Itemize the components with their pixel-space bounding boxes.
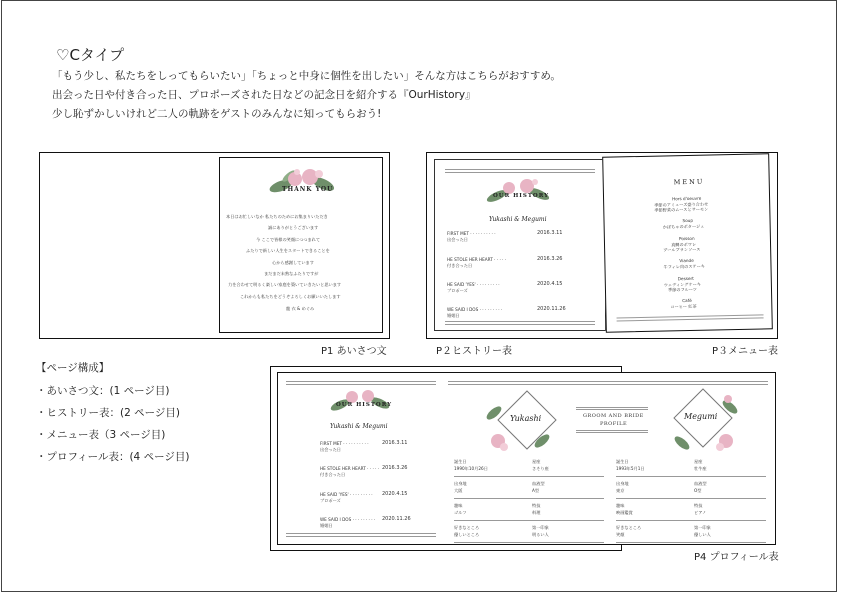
p1-line: 誠にありがとうございます xyxy=(268,225,319,230)
p2-title: OUR HISTORY xyxy=(493,193,550,199)
p4-entry-jp: 付き合った日 xyxy=(320,472,346,477)
p2-entry-en: HE STOLE HER HEART · · · · · xyxy=(447,257,507,262)
bride-name: Megumi xyxy=(684,412,718,421)
p2-entry-jp: 婚姻日 xyxy=(447,313,460,318)
p2-entry-date: 2020.4.15 xyxy=(537,281,563,287)
profile-label: 第一印象 xyxy=(532,525,549,530)
menu-course-label: Café xyxy=(682,297,692,304)
p4-entry-en: HE SAID 'YES' · · · · · · · · · xyxy=(320,492,373,497)
p4-title-line1: GROOM AND BRIDE xyxy=(583,413,644,419)
profile-label: 誕生日 xyxy=(454,459,467,464)
p4-history-names: Yukashi & Megumi xyxy=(330,423,388,430)
p4-entry-jp: 婚姻日 xyxy=(320,523,333,528)
p4-rule-top xyxy=(286,381,436,382)
structure-title: 【ページ構成】 xyxy=(36,362,110,374)
menu-course-label: Viande xyxy=(679,257,694,264)
p2-names: Yukashi & Megumi xyxy=(489,216,547,223)
profile-label: 趣味 xyxy=(454,503,463,508)
p4-title-rule xyxy=(576,432,648,433)
menu-course-dish: 季節のアミューズ盛り合わせ xyxy=(654,201,709,208)
menu-course-label: Poisson xyxy=(678,235,695,242)
p2-rule-bottom xyxy=(445,321,595,322)
p2-entry-en: WE SAID I DOS · · · · · · · · · xyxy=(447,307,503,312)
p4-title-rule xyxy=(576,430,648,431)
menu-course-dish: 季節野菜のムースとサーモン xyxy=(654,206,709,213)
profile-value: 東京 xyxy=(616,488,625,493)
p2-entry-date: 2016.3.11 xyxy=(537,230,563,236)
p4-title-rule xyxy=(576,409,648,410)
p4-title-rule xyxy=(576,407,648,408)
profile-label: 星座 xyxy=(532,459,541,464)
profile-value: 料理 xyxy=(532,510,541,515)
menu-course-label: Soup xyxy=(682,217,694,224)
menu-course-label: Hors d'oeuvre xyxy=(672,195,702,202)
profile-label: 血液型 xyxy=(532,481,545,486)
groom-name: Yukashi xyxy=(510,414,542,423)
p3-caption: P３メニュー表 xyxy=(712,346,779,357)
menu-course-dish: 牛フィレ肉のステーキ xyxy=(663,263,706,270)
p2-entry-jp: プロポーズ xyxy=(447,288,468,293)
profile-row xyxy=(616,459,766,477)
p4-entry-date: 2020.4.15 xyxy=(382,491,408,497)
profile-label: 特技 xyxy=(694,503,703,508)
p2-entry-jp: 付き合った日 xyxy=(447,263,473,268)
profile-label: 好きなところ xyxy=(454,525,480,530)
profile-label: 星座 xyxy=(694,459,703,464)
p2-entry-jp: 出会った日 xyxy=(447,237,468,242)
profile-value: 牡牛座 xyxy=(694,466,707,471)
p2-rule-bottom xyxy=(445,324,595,325)
profile-label: 特技 xyxy=(532,503,541,508)
profile-label: 血液型 xyxy=(694,481,707,486)
profile-value: 明るい人 xyxy=(532,532,549,537)
groom-profile-table xyxy=(454,459,604,547)
bride-profile-table xyxy=(616,459,766,547)
profile-label: 好きなところ xyxy=(616,525,642,530)
p1-title: THANK YOU xyxy=(282,186,334,193)
menu-course-dish: ブールブランソース xyxy=(663,246,701,253)
profile-row xyxy=(454,481,604,499)
p4-rule-top xyxy=(286,384,436,385)
p4-entry-date: 2016.3.11 xyxy=(382,440,408,446)
profile-row xyxy=(616,525,766,543)
p1-line: 今 ここで皆様の笑顔につつまれて xyxy=(256,237,321,242)
profile-row xyxy=(616,503,766,521)
profile-row xyxy=(616,481,766,499)
p1-line: ふたりで新しい人生をスタートできることを xyxy=(246,248,330,253)
menu-course-dish: 季節のフルーツ xyxy=(667,286,698,293)
p2-entry-date: 2020.11.26 xyxy=(537,306,566,312)
p4-entry-en: WE SAID I DOS · · · · · · · · · xyxy=(320,517,376,522)
p4-entry-jp: 出会った日 xyxy=(320,447,341,452)
p4-caption: P4 プロフィール表 xyxy=(694,552,779,563)
structure-item: ・ヒストリー表：(2 ページ目) xyxy=(36,407,181,419)
profile-value: さそり座 xyxy=(532,466,549,471)
p2-entry-en: HE SAID 'YES' · · · · · · · · · xyxy=(447,282,500,287)
menu-course-label: Dessert xyxy=(677,275,694,282)
p4-entry-date: 2016.3.26 xyxy=(382,465,408,471)
profile-value: ゴルフ xyxy=(454,510,467,515)
profile-row xyxy=(454,459,604,477)
p2-rule-top xyxy=(445,172,595,173)
structure-item: ・あいさつ文：(1 ページ目) xyxy=(36,385,170,397)
menu-course-dish: コーヒー 紅茶 xyxy=(670,303,697,310)
intro-line-3: 少し恥ずかしいけれど二人の軌跡をゲストのみんなに知ってもらおう! xyxy=(52,108,382,120)
p1-line: まだまだ未熟なふたりですが xyxy=(264,271,319,276)
p3-page xyxy=(602,153,773,332)
profile-label: 趣味 xyxy=(616,503,625,508)
p1-line: 心から感謝しています xyxy=(272,260,314,265)
p2-entry-en: FIRST MET · · · · · · · · · · xyxy=(447,231,496,236)
structure-item: ・プロフィール表：(4 ページ目) xyxy=(36,451,190,463)
p1-line: 本日はお忙しいなか 私たちのためにお集まりいただき xyxy=(226,214,328,219)
p1-line: これからも私たちをどうぞよろしくお願いいたします xyxy=(240,294,341,299)
p1-page xyxy=(219,157,383,333)
structure-item: ・メニュー表（3 ページ目) xyxy=(36,429,166,441)
profile-label: 出身地 xyxy=(454,481,467,486)
p3-title: MENU xyxy=(673,177,705,187)
profile-label: 第一印象 xyxy=(694,525,711,530)
p4-rule-bottom xyxy=(286,536,436,537)
intro-line-1: 「もう少し、私たちをしってもらいたい」「ちょっと中身に個性を出したい」そんな方はこちらがおすすめ。 xyxy=(52,70,561,82)
p1-line: 力を合わせて明るく楽しい家庭を築いていきたいと思います xyxy=(228,282,342,287)
intro-line-2: 出会った日や付き合った日、プロポーズされた日などの記念日を紹介する『OurHistory』 xyxy=(52,89,476,101)
p4-entry-en: HE STOLE HER HEART · · · · · xyxy=(320,466,380,471)
profile-value: O型 xyxy=(694,488,702,493)
p4-spread xyxy=(277,372,776,545)
p4-entry-date: 2020.11.26 xyxy=(382,516,411,522)
p4-history-title: OUR HISTORY xyxy=(336,402,393,408)
profile-row xyxy=(454,525,604,543)
menu-course-dish: かぼちゃのポタージュ xyxy=(662,223,705,230)
profile-value: 優しいところ xyxy=(454,532,480,537)
profile-value: 優しい人 xyxy=(694,532,711,537)
p2-rule-top xyxy=(445,169,595,170)
profile-value: 1993年5月1日 xyxy=(616,466,645,471)
profile-value: A型 xyxy=(532,488,540,493)
page-heading: ♡Cタイプ xyxy=(56,46,125,64)
profile-label: 出身地 xyxy=(616,481,629,486)
profile-value: 笑顔 xyxy=(616,532,625,537)
p1-caption: P1 あいさつ文 xyxy=(321,346,387,357)
p4-profile-rule xyxy=(448,384,768,385)
p1-line: 龍 衣 & めぐみ xyxy=(286,306,315,311)
menu-course-dish: ウェディングケーキ xyxy=(663,281,702,288)
p2-caption: P２ヒストリー表 xyxy=(436,346,513,357)
p2-entry-date: 2016.3.26 xyxy=(537,256,563,262)
profile-value: 大阪 xyxy=(454,488,463,493)
menu-course-dish: 真鯛のポワレ xyxy=(670,241,697,248)
profile-value: 1990年10月26日 xyxy=(454,466,488,471)
profile-value: 映画鑑賞 xyxy=(616,510,633,515)
p4-profile-rule xyxy=(448,381,768,382)
profile-label: 誕生日 xyxy=(616,459,629,464)
p4-entry-jp: プロポーズ xyxy=(320,498,341,503)
p4-title-line2: PROFILE xyxy=(600,421,628,427)
profile-row xyxy=(454,503,604,521)
flower-decoration-icon xyxy=(267,164,337,200)
profile-value: ピアノ xyxy=(694,510,707,515)
p4-rule-bottom xyxy=(286,533,436,534)
p2-page xyxy=(434,159,606,331)
p4-entry-en: FIRST MET · · · · · · · · · · xyxy=(320,441,369,446)
